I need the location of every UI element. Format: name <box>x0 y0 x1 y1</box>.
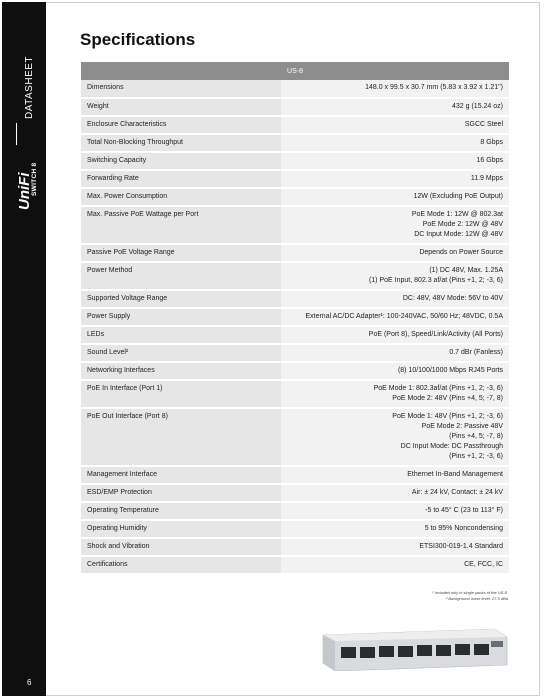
spec-value <box>281 244 509 262</box>
spec-value-line: (Pins +4, 5; -7, 8) <box>449 433 503 440</box>
table-row <box>81 502 509 520</box>
spec-label: Management Interface <box>81 466 281 484</box>
table-row <box>81 408 509 466</box>
spec-label: Dimensions <box>81 80 281 98</box>
spec-value-line: DC: 48V, 48V Mode: 56V to 40V <box>402 295 503 302</box>
datasheet-label: DATASHEET <box>24 55 35 119</box>
table-row <box>81 344 509 362</box>
spec-value-line: 148.0 x 99.5 x 30.7 mm (5.83 x 3.92 x 1.21") <box>365 84 503 91</box>
spec-value-line: PoE Mode 2: 48V (Pins +4, 5; -7, 8) <box>392 395 503 402</box>
spec-value-line: PoE Mode 1: 48V (Pins +1, 2; -3, 6) <box>392 413 503 420</box>
table-row <box>81 362 509 380</box>
table-row <box>81 170 509 188</box>
spec-value-line: DC Input Mode: 12W @ 48V <box>414 231 503 238</box>
spec-value <box>281 380 509 408</box>
spec-value <box>281 344 509 362</box>
spec-value <box>281 484 509 502</box>
spec-label: PoE Out Interface (Port 8) <box>81 408 281 466</box>
spec-value-line: 432 g (15.24 oz) <box>452 103 503 110</box>
spec-value <box>281 520 509 538</box>
table-row <box>81 80 509 98</box>
page-title: Specifications <box>80 30 196 49</box>
spec-value-line: 12W (Excluding PoE Output) <box>413 193 503 200</box>
spec-label: Weight <box>81 98 281 116</box>
table-row <box>81 380 509 408</box>
spec-label: Power Method <box>81 262 281 290</box>
table-row <box>81 538 509 556</box>
spec-label: Shock and Vibration <box>81 538 281 556</box>
table-row <box>81 466 509 484</box>
table-row <box>81 262 509 290</box>
footnote: ² Background noise level: 27.5 dBa <box>445 596 508 601</box>
spec-label: Max. Power Consumption <box>81 188 281 206</box>
spec-value-line: 0.7 dBr (Fanless) <box>449 349 503 356</box>
spec-label: Operating Temperature <box>81 502 281 520</box>
spec-label: Sound Level² <box>81 344 281 362</box>
product-label: SWITCH 8 <box>31 162 38 196</box>
spec-label: Certifications <box>81 556 281 574</box>
spec-value-line: PoE Mode 1: 12W @ 802.3at <box>411 211 503 218</box>
spec-label: PoE In Interface (Port 1) <box>81 380 281 408</box>
spec-value-line: PoE Mode 2: 12W @ 48V <box>422 221 503 228</box>
spec-value-line: 16 Gbps <box>476 157 503 164</box>
spec-value-line: 8 Gbps <box>480 139 503 146</box>
spec-label: Passive PoE Voltage Range <box>81 244 281 262</box>
spec-value <box>281 262 509 290</box>
table-row <box>81 116 509 134</box>
spec-label: ESD/EMP Protection <box>81 484 281 502</box>
spec-value-line: PoE Mode 1: 802.3af/at (Pins +1, 2; -3, 6) <box>373 385 503 392</box>
footnote: ¹ Included only in single packs of the US-8. <box>432 590 508 595</box>
table-row <box>81 484 509 502</box>
spec-label: Enclosure Characteristics <box>81 116 281 134</box>
unifi-logo: UniFi <box>16 172 33 210</box>
spec-label: Total Non-Blocking Throughput <box>81 134 281 152</box>
spec-value <box>281 206 509 244</box>
table-row <box>81 290 509 308</box>
spec-value <box>281 170 509 188</box>
footnotes <box>432 590 508 602</box>
table-row <box>81 188 509 206</box>
spec-value <box>281 80 509 98</box>
spec-value <box>281 466 509 484</box>
spec-value-line: ETSI300-019-1.4 Standard <box>419 543 503 550</box>
table-row <box>81 134 509 152</box>
spec-value-line: -5 to 45° C (23 to 113° F) <box>425 507 503 514</box>
spec-value <box>281 538 509 556</box>
spec-value-line: (1) DC 48V, Max. 1.25A <box>429 267 503 274</box>
spec-value <box>281 326 509 344</box>
spec-value-line: CE, FCC, IC <box>464 561 503 568</box>
spec-value-line: Depends on Power Source <box>419 249 503 256</box>
spec-value-line: Air: ± 24 kV, Contact: ± 24 kV <box>411 489 503 496</box>
spec-label: LEDs <box>81 326 281 344</box>
spec-label: Supported Voltage Range <box>81 290 281 308</box>
table-row <box>81 98 509 116</box>
spec-value-line: SGCC Steel <box>464 121 503 128</box>
spec-value-line: (Pins +1, 2; -3, 6) <box>449 453 503 460</box>
sidebar-separator <box>16 123 17 145</box>
spec-value <box>281 556 509 574</box>
table-row <box>81 520 509 538</box>
spec-label: Operating Humidity <box>81 520 281 538</box>
spec-value <box>281 502 509 520</box>
table-row <box>81 308 509 326</box>
spec-value <box>281 308 509 326</box>
table-row <box>81 206 509 244</box>
spec-value-line: (1) PoE Input, 802.3 af/at (Pins +1, 2; -3, 6) <box>368 277 503 284</box>
spec-value <box>281 362 509 380</box>
table-header: US-8 <box>81 62 509 80</box>
spec-value-line: PoE (Port 8), Speed/Link/Activity (All Ports) <box>368 331 503 338</box>
spec-label: Max. Passive PoE Wattage per Port <box>81 206 281 244</box>
spec-value-line: Ethernet In-Band Management <box>407 471 503 478</box>
table-row <box>81 556 509 574</box>
spec-value-line: 11.9 Mpps <box>470 175 503 182</box>
spec-label: Forwarding Rate <box>81 170 281 188</box>
sidebar <box>2 2 46 696</box>
table-row <box>81 326 509 344</box>
spec-value <box>281 408 509 466</box>
spec-value-line: DC Input Mode: DC Passthrough <box>400 443 503 450</box>
spec-label: Power Supply <box>81 308 281 326</box>
table-row <box>81 152 509 170</box>
table-row <box>81 244 509 262</box>
spec-value-line: 5 to 95% Noncondensing <box>424 525 503 532</box>
page-number: 6 <box>27 678 32 687</box>
spec-table <box>81 62 509 575</box>
spec-value <box>281 290 509 308</box>
spec-value <box>281 152 509 170</box>
spec-label: Networking Interfaces <box>81 362 281 380</box>
spec-value-line: PoE Mode 2: Passive 48V <box>421 423 503 430</box>
spec-value-line: (8) 10/100/1000 Mbps RJ45 Ports <box>397 367 503 374</box>
spec-value <box>281 134 509 152</box>
switch-device-image <box>315 627 510 671</box>
spec-label: Switching Capacity <box>81 152 281 170</box>
spec-value <box>281 98 509 116</box>
spec-table-body <box>81 80 509 574</box>
spec-value-line: External AC/DC Adapter¹: 100-240VAC, 50/60 Hz; 48VDC, 0.5A <box>305 313 503 320</box>
spec-value <box>281 116 509 134</box>
spec-value <box>281 188 509 206</box>
